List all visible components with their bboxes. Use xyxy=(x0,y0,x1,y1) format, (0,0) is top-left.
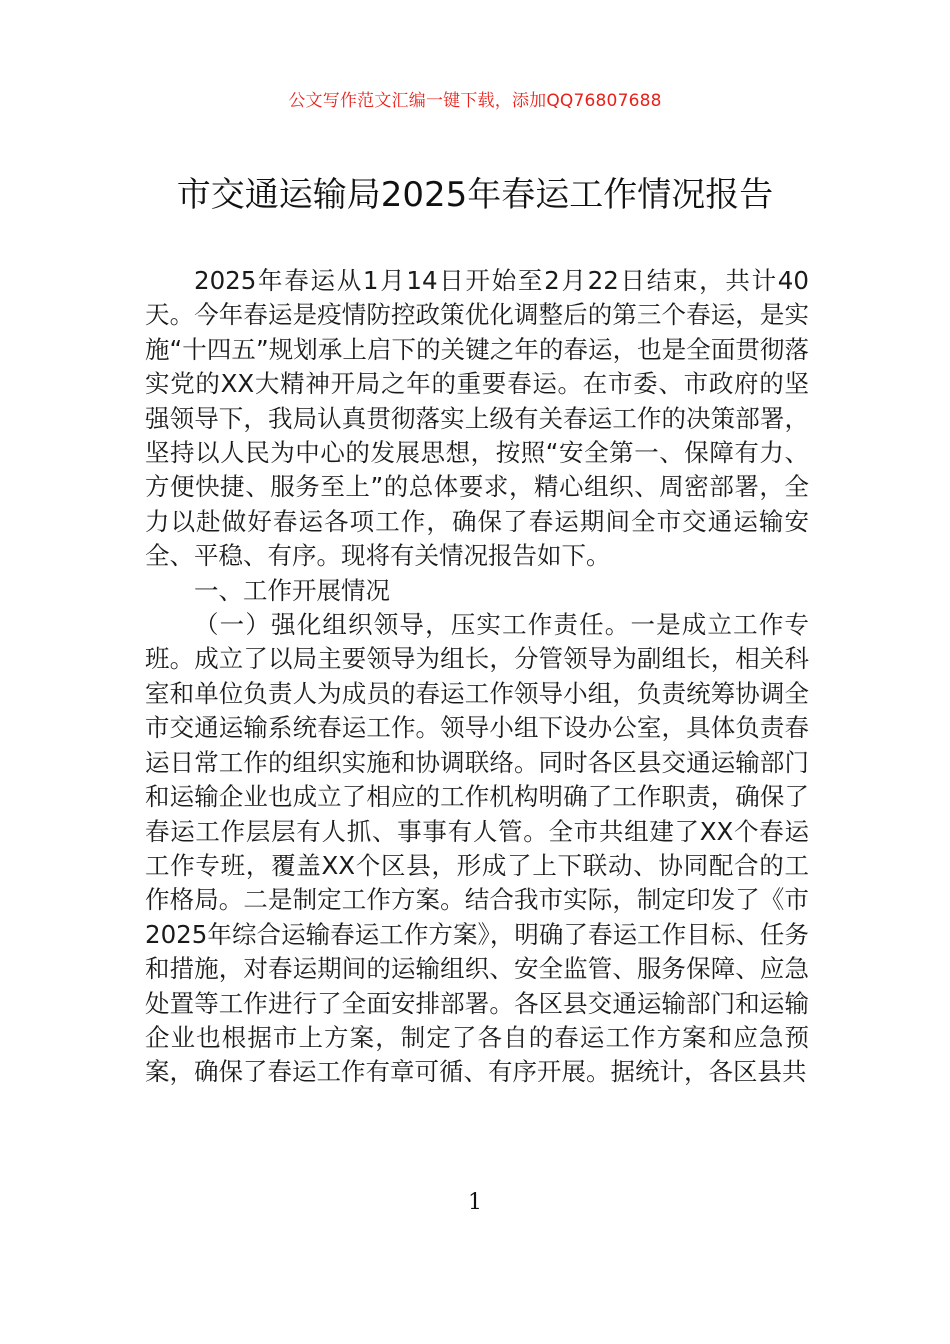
section-heading: 一、工作开展情况 xyxy=(194,575,390,605)
document-body xyxy=(145,264,809,1090)
page-number: 1 xyxy=(468,1190,482,1215)
document-title: 市交通运输局2025年春运工作情况报告 xyxy=(176,175,774,215)
header-note: 公文写作范文汇编一键下载，添加QQ76807688 xyxy=(288,91,662,111)
paragraph-section-1: （一）强化组织领导，压实工作责任。一是成立工作专班。成立了以局主要领导为组长，分管领导为副组长，相关科室和单位负责人为成员的春运工作领导小组，负责统筹协调全市交通运输系统春运工作。领导小组下设办公室，具体负责春运日常工作的组织实施和协调联络。同时各区县交通运输部门和运输企业也成立了相应的工作机构明确了工作职责，确保了春运工作层层有人抓、事事有人管。全市共组建了XX个春运工作专班，覆盖XX个区县，形成了上下联动、协同配合的工作格局。二是制定工作方案。结合我市实际，制定印发了《市2025年综合运输春运工作方案》，明确了春运工作目标、任务和措施，对春运期间的运输组织、安全监管、服务保障、应急处置等工作进行了全面安排部署。各区县交通运输部门和运输企业也根据市上方案，制定了各自的春运工作方案和应急预案，确保了春运工作有章可循、有序开展。据统计，各区县共 xyxy=(145,610,809,1087)
paragraph-intro: 2025年春运从1月14日开始至2月22日结束，共计40天。今年春运是疫情防控政策优化调整后的第三个春运，是实施“十四五”规划承上启下的关键之年的春运，也是全面贯彻落实党的XX大精神开局之年的重要春运。在市委、市政府的坚强领导下，我局认真贯彻落实上级有关春运工作的决策部署，坚持以人民为中心的发展思想，按照“安全第一、保障有力、方便快捷、服务至上”的总体要求，精心组织、周密部署，全力以赴做好春运各项工作，确保了春运期间全市交通运输安全、平稳、有序。现将有关情况报告如下。 xyxy=(145,266,809,571)
